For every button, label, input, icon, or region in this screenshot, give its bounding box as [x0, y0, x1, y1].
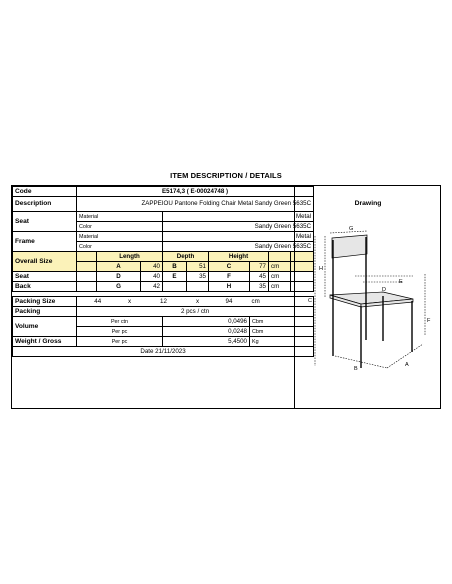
description-label: Description	[13, 197, 77, 212]
back-key-g: G	[97, 282, 141, 292]
seat-color-label: Color	[77, 222, 163, 232]
weight-label: Weight / Gross	[13, 337, 77, 347]
volume-per-ctn: 0,0496	[163, 317, 250, 327]
seat-unit: cm	[269, 272, 291, 282]
seat-dim-label: Seat	[13, 272, 77, 282]
packing-value: 2 pcs / ctn	[77, 307, 314, 317]
overall-key-b: B	[163, 262, 187, 272]
seat-dimension-row	[13, 272, 314, 282]
code-value: E5174,3 ( E-00024748 )	[77, 187, 314, 197]
packing-length: 44	[77, 297, 119, 307]
overall-key-c: C	[209, 262, 250, 272]
frame-color-label: Color	[77, 242, 163, 252]
date: Date 21/11/2023	[13, 347, 314, 357]
packing-size-label: Packing Size	[13, 297, 77, 307]
back-key-h: H	[209, 282, 250, 292]
label-d: D	[382, 287, 386, 293]
weight-row	[13, 337, 314, 347]
overall-length: 40	[141, 262, 163, 272]
frame-material: Metal	[163, 232, 314, 242]
dimension-header-row	[13, 252, 314, 262]
back-dim-label: Back	[13, 282, 77, 292]
overall-depth: 51	[187, 262, 209, 272]
frame-material-row	[13, 232, 314, 242]
volume-per-ctn-label: Per ctn	[77, 317, 163, 327]
packing-x1: x	[127, 297, 132, 305]
volume-per-pc: 0,0248	[163, 327, 250, 337]
length-header: Length	[97, 252, 163, 262]
packing-width: 12	[160, 297, 167, 305]
overall-key-a: A	[97, 262, 141, 272]
packing-height: 94	[225, 297, 233, 305]
back-unit: cm	[269, 282, 291, 292]
chair-body	[330, 235, 413, 307]
date-row	[13, 347, 314, 357]
drawing-title: Drawing	[354, 200, 382, 207]
seat-material: Metal	[163, 212, 314, 222]
frame-material-label: Material	[77, 232, 163, 242]
packing-label: Packing	[13, 307, 77, 317]
seat-height: 45	[250, 272, 269, 282]
code-label: Code	[13, 187, 77, 197]
seat-color: Sandy Green 5635C	[163, 222, 314, 232]
seat-key-f: F	[209, 272, 250, 282]
spec-sheet	[11, 185, 441, 409]
packing-x2: x	[195, 297, 200, 305]
spec-table	[12, 186, 314, 357]
description-row	[13, 197, 314, 212]
overall-unit: cm	[269, 262, 291, 272]
weight-value: 5,4500	[163, 337, 250, 347]
packing-unit: cm	[251, 297, 260, 305]
back-height: 35	[250, 282, 269, 292]
seat-key-d: D	[97, 272, 141, 282]
label-a: A	[405, 362, 409, 368]
label-b: B	[354, 366, 358, 372]
seat-depth: 35	[187, 272, 209, 282]
back-dimension-row	[13, 282, 314, 292]
label-h: H	[319, 266, 323, 272]
frame-color: Sandy Green 5635C	[163, 242, 314, 252]
volume-label: Volume	[13, 317, 77, 337]
seat-length: 40	[141, 272, 163, 282]
description-value: ZAPPEIOU Pantone Folding Chair Metal Sandy Green 5635C	[77, 197, 314, 212]
volume-per-pc-unit: Cbm	[250, 327, 314, 337]
weight-per-pc-label: Per pc	[77, 337, 163, 347]
label-c: C	[308, 298, 312, 304]
frame-label: Frame	[13, 232, 77, 252]
sheet-title: ITEM DESCRIPTION / DETAILS	[170, 171, 282, 180]
back-length: 42	[141, 282, 163, 292]
seat-key-e: E	[163, 272, 187, 282]
seat-label: Seat	[13, 212, 77, 232]
label-g: G	[349, 226, 354, 232]
label-e: E	[399, 279, 403, 285]
code-row	[13, 187, 314, 197]
packing-row	[13, 307, 314, 317]
seat-material-label: Material	[77, 212, 163, 222]
overall-size-label: Overall Size	[13, 252, 77, 272]
depth-header: Depth	[163, 252, 209, 262]
label-f: F	[427, 318, 431, 324]
drawing-panel	[294, 186, 441, 408]
volume-per-ctn-row	[13, 317, 314, 327]
seat-material-row	[13, 212, 314, 222]
overall-height: 77	[250, 262, 269, 272]
height-header: Height	[209, 252, 269, 262]
volume-per-pc-label: Per pc	[77, 327, 163, 337]
volume-per-ctn-unit: Cbm	[250, 317, 314, 327]
packing-size-row	[13, 297, 314, 307]
weight-unit: Kg	[250, 337, 314, 347]
chair-drawing	[295, 216, 441, 396]
